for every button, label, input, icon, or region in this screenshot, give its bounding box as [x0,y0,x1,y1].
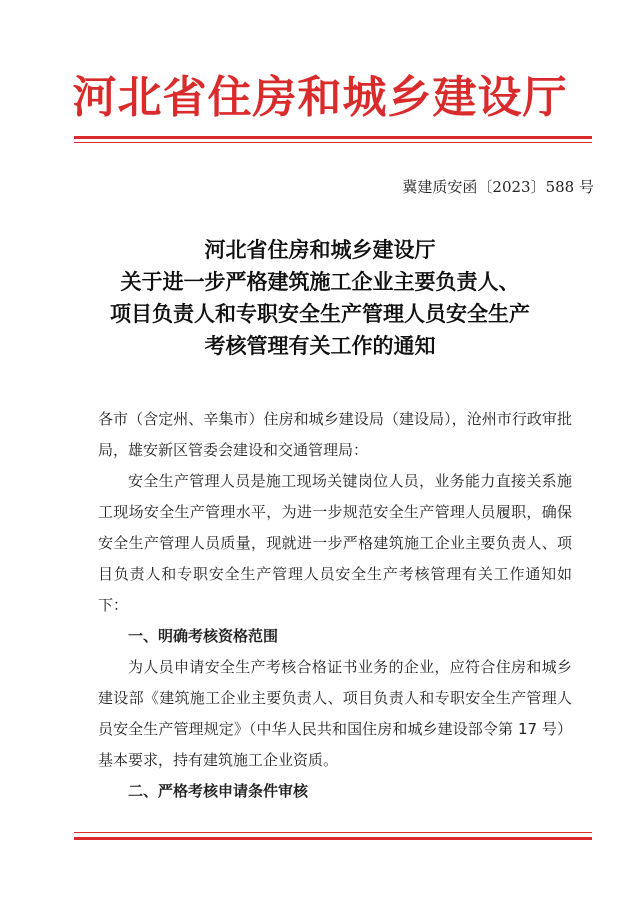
title-line-2: 关于进一步严格建筑施工企业主要负责人、 [120,269,520,294]
title-line-4: 考核管理有关工作的通知 [204,333,436,358]
title-line-1: 河北省住房和城乡建设厅 [204,237,436,262]
section-2-heading: 二、严格考核申请条件审核 [128,782,309,800]
document-number: 冀建质安函〔2023〕588 号 [402,178,594,196]
masthead-rule-thick [74,136,592,139]
masthead-rule-thin [74,142,592,143]
title-line-3: 项目负责人和专职安全生产管理人员安全生产 [110,301,530,326]
footer-rule-thin [74,832,592,833]
intro-paragraph: 安全生产管理人员是施工现场关键岗位人员，业务能力直接关系施工现场安全生产管理水平，为进一步规范安全生产管理人员履职，确保安全生产管理人员质量，现就进一步严格建筑施工企业主要负责人、项目负责人和专职安全生产管理人员安全生产考核管理有关工作通知如下： [98,472,572,614]
footer-rule-thick [74,837,592,840]
section-1-paragraph: 为人员申请安全生产考核合格证书业务的企业，应符合住房和城乡建设部《建筑施工企业主要负责人、项目负责人和专职安全生产管理人员安全生产管理规定》（中华人民共和国住房和城乡建设部令第 17 号）基本要求，持有建筑施工企业资质。 [98,658,572,769]
salutation: 各市（含定州、辛集市）住房和城乡建设局（建设局），沧州市行政审批局，雄安新区管委会建设和交通管理局： [98,410,572,459]
document-body [98,404,572,807]
document-title [60,234,580,362]
section-1-heading: 一、明确考核资格范围 [128,627,279,645]
issuing-authority-masthead: 河北省住房和城乡建设厅 [72,72,568,123]
